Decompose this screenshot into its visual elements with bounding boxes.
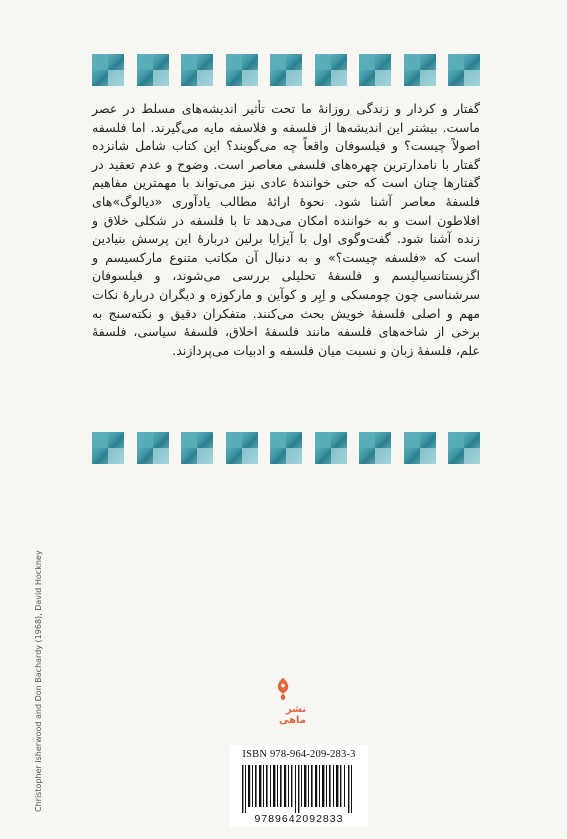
decorative-tile <box>92 54 124 86</box>
decorative-tile <box>315 54 347 86</box>
bottom-tile-border <box>92 432 480 464</box>
decorative-tile <box>181 432 213 464</box>
back-cover-blurb: گفتار و کردار و زندگی روزانهٔ ما تحت تأثیر اندیشه‌های مسلط در عصر ماست. بیشتر این اندیشه‌ها از فلسفه و فلاسفه مایه می‌گیرند. اما فلسفه اصولاً چیست؟ و فیلسوفان واقعاً چه می‌گویند؟ این کتاب شامل شانزده گفتار با نامدارترین چهره‌های فلسفی معاصر است. وضوح و عدم تعقید در گفتارها چنان است که حتی خوانندهٔ عادی نیز می‌تواند با مهمترین مفاهیم فلسفهٔ معاصر آشنا شود. نحوهٔ ارائهٔ مطالب یادآوری «دیالوگ»های افلاطون است و به خواننده امکان می‌دهد تا با فلسفه در شکلی خلاق و زنده آشنا شود. گفت‌وگوی اول با آیزایا برلین دربارهٔ این پرسش بنیادین است که «فلسفه چیست؟» و به دنبال آن مکاتب متنوع مارکسیسم و اگزیستانسیالیسم و فلسفهٔ تحلیلی بررسی می‌شوند، و فیلسوفان سرشناسی چون چومسکی و اِیِر و کوآین و مارکوزه و دیگران دربارهٔ نکات مهم و اصلی فلسفهٔ خویش بحث می‌کنند. متفکران دقیق و نکته‌سنج به برخی از شاخه‌های فلسفه مانند فلسفهٔ اخلاق، فلسفهٔ سیاسی، فلسفهٔ علم، فلسفهٔ زبان و نسبت میان فلسفه و ادبیات می‌پردازند. <box>92 101 480 358</box>
barcode-icon <box>230 763 368 815</box>
decorative-tile <box>315 432 347 464</box>
fish-icon <box>268 676 298 702</box>
decorative-tile <box>226 54 258 86</box>
top-tile-border <box>92 54 480 86</box>
barcode-number: 9789642092833 <box>254 813 344 825</box>
cover-photo-credit: Christopher Isherwood and Don Bachardy (1968), David Hockney <box>34 550 43 812</box>
barcode-label <box>230 745 368 827</box>
decorative-tile <box>404 432 436 464</box>
decorative-tile <box>359 432 391 464</box>
decorative-tile <box>137 54 169 86</box>
decorative-tile <box>226 432 258 464</box>
decorative-tile <box>270 432 302 464</box>
decorative-tile <box>404 54 436 86</box>
decorative-tile <box>448 54 480 86</box>
decorative-tile <box>448 432 480 464</box>
decorative-tile <box>270 54 302 86</box>
publisher-name: نشر ماهی <box>279 704 306 726</box>
decorative-tile <box>92 432 124 464</box>
publisher-logo <box>260 676 306 726</box>
decorative-tile <box>359 54 391 86</box>
decorative-tile <box>181 54 213 86</box>
isbn-text: ISBN 978-964-209-283-3 <box>242 749 356 760</box>
decorative-tile <box>137 432 169 464</box>
